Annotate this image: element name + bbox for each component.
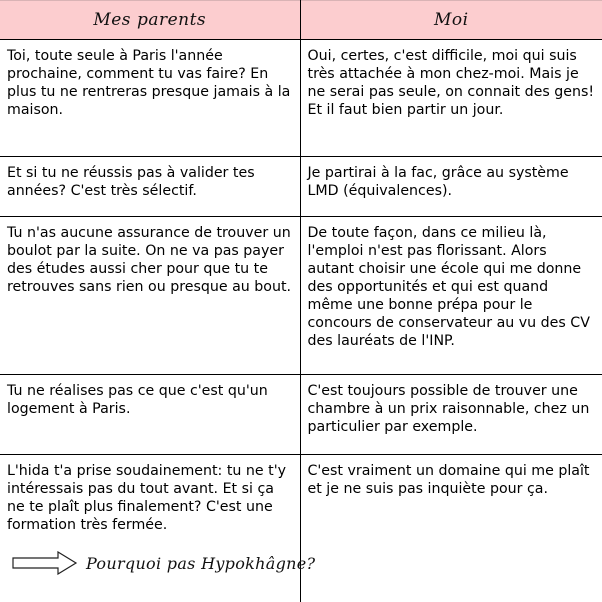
parents-cell: Et si tu ne réussis pas à valider tes années? C'est très sélectif. [0, 157, 300, 217]
parents-cell: Toi, toute seule à Paris l'année prochaine, comment tu vas faire? En plus tu ne rentreras presque jamais à la maison. [0, 40, 300, 157]
moi-cell: De toute façon, dans ce milieu là, l'emploi n'est pas florissant. Alors autant choisir une école qui me donne des opportunités et qui est quand même une bonne prépa pour le concours de conservateur au vu des CV des lauréats de l'INP. [300, 217, 602, 375]
header-row [0, 1, 602, 40]
parents-cell: L'hida t'a prise soudainement: tu ne t'y intéressais pas du tout avant. Et si ça ne te plaît plus finalement? C'est une formation très fermée. [0, 455, 300, 602]
table-row [0, 40, 602, 157]
right-arrow-outline-icon [12, 551, 78, 575]
moi-cell: Je partirai à la fac, grâce au système LMD (équivalences). [300, 157, 602, 217]
footer-label: Pourquoi pas Hypokhâgne? [86, 554, 315, 573]
table-row [0, 157, 602, 217]
parents-cell: Tu n'as aucune assurance de trouver un boulot par la suite. On ne va pas payer des études aussi cher pour que tu te retrouves sans rien ou presque au bout. [0, 217, 300, 375]
moi-cell: C'est vraiment un domaine qui me plaît et je ne suis pas inquiète pour ça. [300, 455, 602, 602]
moi-cell: Oui, certes, c'est difficile, moi qui suis très attachée à mon chez-moi. Mais je ne serai pas seule, on connait des gens! Et il faut bien partir un jour. [300, 40, 602, 157]
table-row [0, 455, 602, 602]
table-row [0, 217, 602, 375]
column-header-moi: Moi [300, 1, 602, 40]
footer-note [12, 551, 315, 575]
table-row [0, 375, 602, 455]
moi-cell: C'est toujours possible de trouver une chambre à un prix raisonnable, chez un particulier par exemple. [300, 375, 602, 455]
column-header-parents: Mes parents [0, 1, 300, 40]
parents-cell: Tu ne réalises pas ce que c'est qu'un logement à Paris. [0, 375, 300, 455]
